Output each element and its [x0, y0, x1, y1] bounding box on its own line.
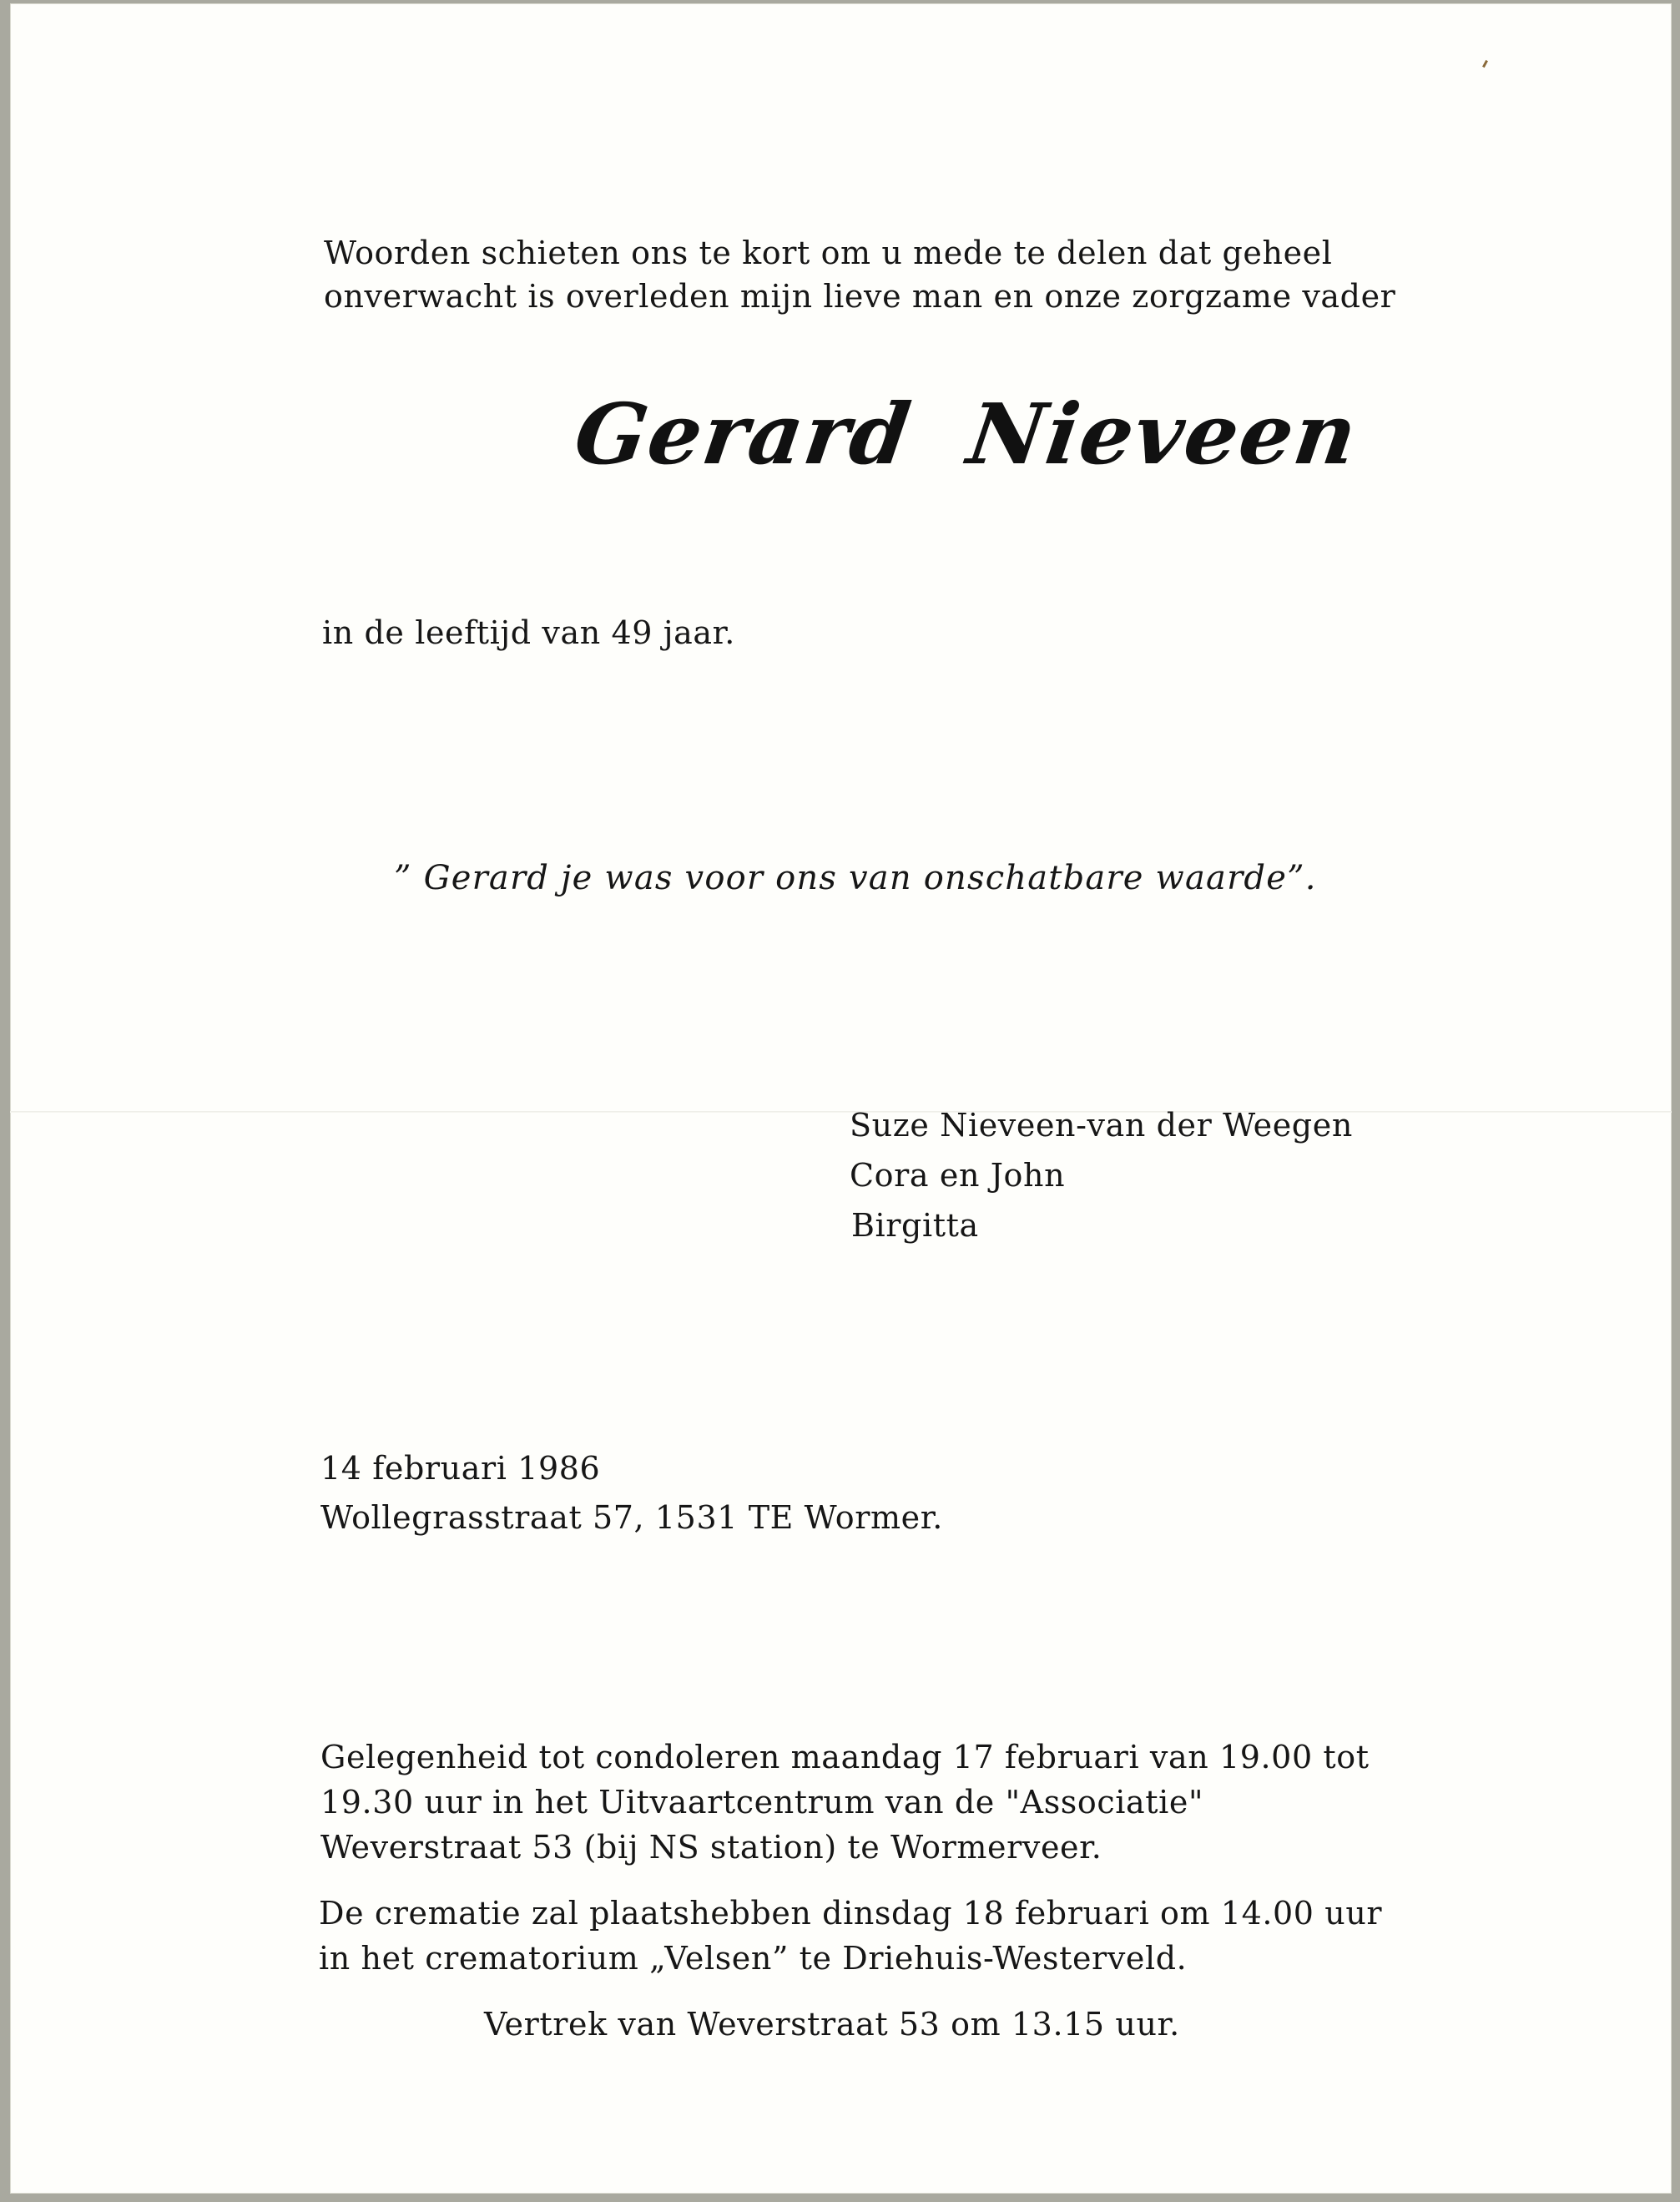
- memorial-quote: ” Gerard je was voor ons van onschatbare waarde”.: [394, 859, 1317, 897]
- signatory-2: Cora en John: [850, 1157, 1066, 1194]
- death-date: 14 februari 1986: [320, 1450, 601, 1487]
- condolence-line-3: Weverstraat 53 (bij NS station) te Wormerveer.: [320, 1829, 1102, 1866]
- deceased-last-name: Nieveen: [961, 385, 1365, 483]
- intro-line-2: onverwacht is overleden mijn lieve man en onze zorgzame vader: [324, 278, 1396, 315]
- intro-line-1: Woorden schieten ons te kort om u mede te delen dat geheel: [324, 235, 1333, 271]
- deceased-name: [569, 384, 1365, 484]
- signatory-1: Suze Nieveen-van der Weegen: [850, 1107, 1353, 1144]
- cremation-line-2: in het crematorium „Velsen” te Driehuis-Westerveld.: [319, 1940, 1188, 1977]
- signatory-3: Birgitta: [851, 1207, 979, 1244]
- condolence-line-1: Gelegenheid tot condoleren maandag 17 februari van 19.00 tot: [320, 1739, 1370, 1775]
- age-line: in de leeftijd van 49 jaar.: [322, 614, 735, 651]
- departure-line: Vertrek van Weverstraat 53 om 13.15 uur.: [484, 2006, 1180, 2043]
- condolence-line-2: 19.30 uur in het Uitvaartcentrum van de "Associatie": [320, 1784, 1204, 1821]
- cremation-line-1: De crematie zal plaatshebben dinsdag 18 februari om 14.00 uur: [319, 1895, 1383, 1932]
- fold-line: [10, 1111, 1672, 1113]
- deceased-first-name: Gerard: [568, 385, 918, 483]
- home-address: Wollegrasstraat 57, 1531 TE Wormer.: [320, 1499, 943, 1536]
